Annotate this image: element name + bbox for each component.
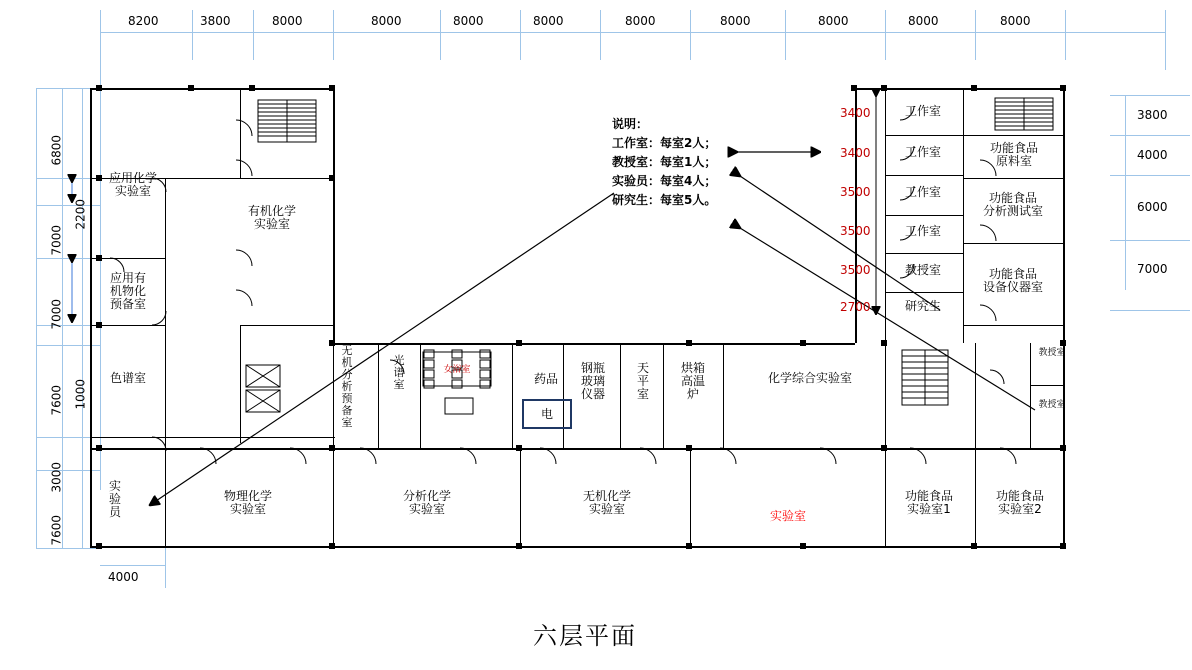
legend-note bbox=[612, 115, 716, 210]
room-label-工作室-1: 工作室 bbox=[904, 104, 941, 118]
top-dim-8: 8000 bbox=[818, 14, 849, 28]
room-label-功能食品原料室: 功能食品 原料室 bbox=[989, 141, 1038, 168]
room-label-天平室: 天 平 室 bbox=[636, 361, 649, 401]
room-label-无机化学实验室: 无机化学 实验室 bbox=[582, 489, 631, 516]
note-line-1: 教授室：每室1人； bbox=[612, 155, 717, 169]
room-label-功能食品设备仪器室: 功能食品 设备仪器室 bbox=[982, 267, 1043, 294]
left-dim-4: 1000 bbox=[73, 379, 88, 410]
room-label-色谱室: 色谱室 bbox=[109, 371, 146, 385]
right-dim-1: 4000 bbox=[1137, 148, 1168, 162]
stair-icon-left bbox=[258, 100, 316, 142]
top-dim-1: 3800 bbox=[200, 14, 231, 28]
note-line-2: 实验员：每室4人； bbox=[612, 174, 717, 188]
inner-dim-2: 3500 bbox=[840, 185, 871, 199]
room-label-电: 电 bbox=[540, 407, 553, 421]
room-label-应用有机物化预备室: 应用有 机物化 预备室 bbox=[109, 271, 146, 311]
inner-dim-4: 3500 bbox=[840, 263, 871, 277]
room-label-女浴室: 女浴室 bbox=[443, 365, 471, 375]
inner-dim-0: 3400 bbox=[840, 106, 871, 120]
top-dim-6: 8000 bbox=[625, 14, 656, 28]
room-label-应用化学实验室: 应用化学 实验室 bbox=[108, 171, 157, 198]
elevator-icon-left bbox=[246, 365, 280, 412]
room-label-工作室-2: 工作室 bbox=[904, 145, 941, 159]
room-label-教授室-右2: 教授室 bbox=[1038, 400, 1066, 410]
room-label-教授室-右1: 教授室 bbox=[1038, 348, 1066, 358]
room-label-化学综合实验室: 化学综合实验室 bbox=[767, 371, 852, 385]
room-label-研究生: 研究生 bbox=[904, 299, 941, 313]
room-label-无机分析预备室: 无 机 分 析 预 备 室 bbox=[341, 344, 353, 429]
left-dim-2: 7000 bbox=[49, 225, 64, 256]
room-label-功能食品分析测试室: 功能食品 分析测试室 bbox=[982, 191, 1043, 218]
inner-dim-3: 3500 bbox=[840, 224, 871, 238]
drawing-title: 六层平面 bbox=[533, 622, 637, 650]
room-label-烘箱高温炉: 烘箱 高温 炉 bbox=[680, 361, 705, 401]
left-dim-0: 6800 bbox=[49, 135, 64, 166]
top-dim-2: 8000 bbox=[272, 14, 303, 28]
note-title: 说明： bbox=[612, 117, 649, 131]
right-dim-2: 6000 bbox=[1137, 200, 1168, 214]
left-dim-1: 2200 bbox=[73, 199, 88, 230]
room-label-功能食品实验室1: 功能食品 实验室1 bbox=[904, 489, 953, 516]
top-dim-3: 8000 bbox=[371, 14, 402, 28]
left-dim-6: 3000 bbox=[49, 462, 64, 493]
top-dim-10: 8000 bbox=[1000, 14, 1031, 28]
top-dim-4: 8000 bbox=[453, 14, 484, 28]
left-dim-3: 7000 bbox=[49, 299, 64, 330]
room-label-光谱室: 光 谱 室 bbox=[393, 354, 405, 391]
room-label-钢瓶玻璃仪器: 钢瓶 玻璃 仪器 bbox=[580, 361, 605, 401]
top-dim-0: 8200 bbox=[128, 14, 159, 28]
room-label-工作室-4: 工作室 bbox=[904, 224, 941, 238]
left-dim-5: 7600 bbox=[49, 385, 64, 416]
room-label-实验室: 实验室 bbox=[769, 509, 806, 523]
stair-icon-right bbox=[995, 98, 1053, 130]
note-line-0: 工作室：每室2人； bbox=[612, 136, 717, 150]
room-label-工作室-3: 工作室 bbox=[904, 185, 941, 199]
right-dim-0: 3800 bbox=[1137, 108, 1168, 122]
inner-dim-5: 2700 bbox=[840, 300, 871, 314]
top-dim-7: 8000 bbox=[720, 14, 751, 28]
top-dim-9: 8000 bbox=[908, 14, 939, 28]
room-label-功能食品实验室2: 功能食品 实验室2 bbox=[995, 489, 1044, 516]
right-dim-3: 7000 bbox=[1137, 262, 1168, 276]
bottom-dim: 4000 bbox=[108, 570, 139, 584]
room-label-有机化学实验室: 有机化学 实验室 bbox=[247, 204, 296, 231]
room-label-实验员: 实 验 员 bbox=[108, 479, 121, 519]
note-line-3: 研究生：每室5人。 bbox=[612, 193, 717, 207]
fixtures-icon bbox=[423, 350, 491, 414]
room-label-药品: 药品 bbox=[533, 372, 558, 386]
room-label-分析化学实验室: 分析化学 实验室 bbox=[402, 489, 451, 516]
top-dim-5: 8000 bbox=[533, 14, 564, 28]
room-label-教授室: 教授室 bbox=[904, 263, 941, 277]
stair-icon-middle bbox=[902, 350, 948, 405]
left-dim-7: 7600 bbox=[49, 515, 64, 546]
room-label-物理化学实验室: 物理化学 实验室 bbox=[223, 489, 272, 516]
inner-dim-1: 3400 bbox=[840, 146, 871, 160]
